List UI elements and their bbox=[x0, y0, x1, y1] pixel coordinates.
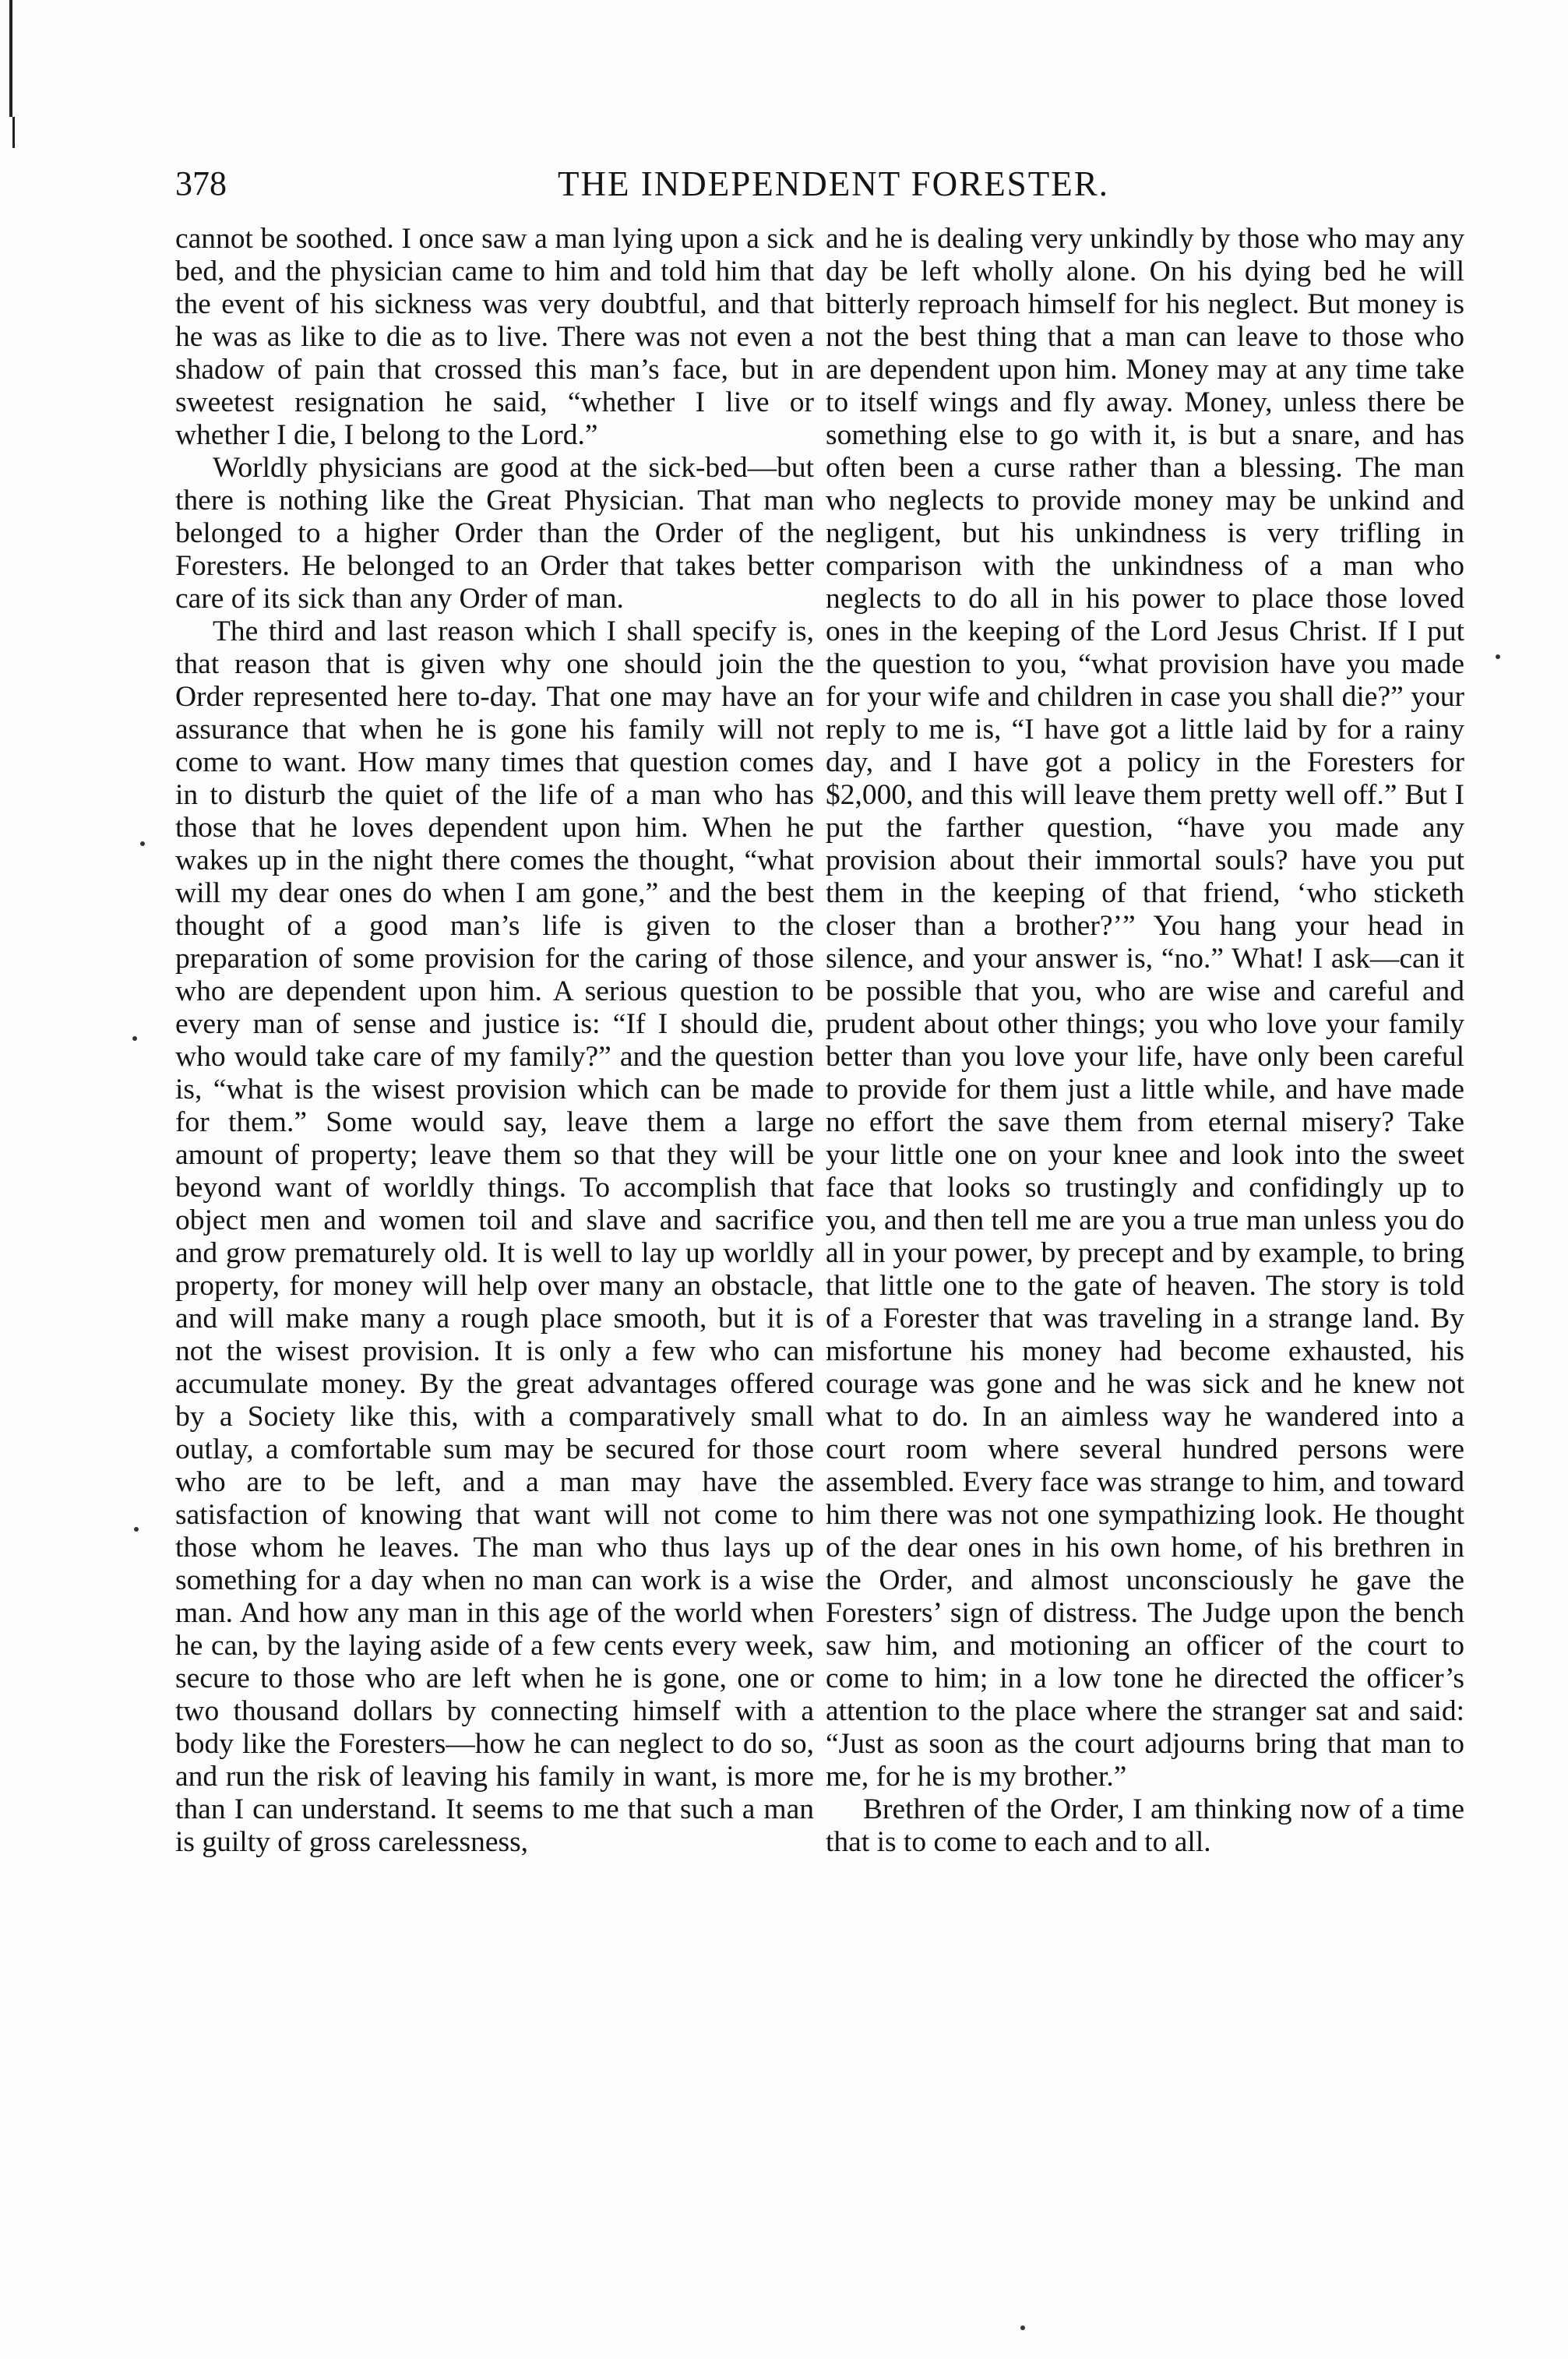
paragraph: The third and last reason which I shall specify is, that reason that is given why one should join the Order represented here to-day. That one may have an assurance that when he is gone his family will not come to want. How many times that question comes in to disturb the quiet of the life of a man who has those that he loves dependent upon him. When he wakes up in the night there comes the thought, “what will my dear ones do when I am gone,” and the best thought of a good man’s life is given to the preparation of some provision for the caring of those who are dependent upon him. A serious question to every man of sense and justice is: “If I should die, who would take care of my family?” and the question is, “what is the wisest provision which can be made for them.” Some would say, leave them a large amount of property; leave them so that they will be beyond want of worldly things. To accomplish that object men and women toil and slave and sacrifice and grow prematurely old. It is well to lay up worldly property, for money will help over many an obstacle, and will make many a rough place smooth, but it is not the wisest provision. It is only a few who can accumulate money. By the great advantages offered by a Society like this, with a comparatively small outlay, a comfortable sum may be secured for those who are to be left, and a man may have the satisfaction of knowing that want will not come to those whom he leaves. The man who thus lays up something for a day when no man can work is a wise man. And how any man in this age of the world when he can, by the laying aside of a few cents every week, secure to those who are left when he is gone, one or two thousand dollars by connecting himself with a body like the Foresters—how he can neglect to do so, and run the risk of leaving his family in want, is more than I can understand. It seems to me that such a man is guilty of gross carelessness, bbox=[175, 615, 814, 1858]
paragraph: Brethren of the Order, I am thinking now of a time that is to come to each and to all. bbox=[826, 1793, 1464, 1858]
paragraph: cannot be soothed. I once saw a man lying upon a sick bed, and the physician came to him and told him that the event of his sickness was very doubtful, and that he was as like to die as to live. There was not even a shadow of pain that crossed this man’s face, but in sweetest resignation he said, “whether I live or whether I die, I belong to the Lord.” bbox=[175, 223, 814, 451]
page-header bbox=[175, 160, 1492, 207]
ink-speck bbox=[140, 841, 145, 846]
ink-speck bbox=[1496, 654, 1500, 659]
left-column bbox=[175, 223, 814, 1859]
scan-edge-mark bbox=[12, 117, 15, 148]
paragraph: and he is dealing very unkindly by those who may any day be left wholly alone. On his dying bed he will bitterly reproach himself for his neglect. But money is not the best thing that a man can leave to those who are dependent upon him. Money may at any time take to itself wings and fly away. Money, unless there be something else to go with it, is but a snare, and has often been a curse rather than a blessing. The man who neglects to provide money may be unkind and negligent, but his unkindness is very trifling in comparison with the unkindness of a man who neglects to do all in his power to place those loved ones in the keeping of the Lord Jesus Christ. If I put the question to you, “what provision have you made for your wife and children in case you shall die?” your reply to me is, “I have got a little laid by for a rainy day, and I have got a policy in the Foresters for $2,000, and this will leave them pretty well off.” But I put the farther question, “have you made any provision about their immortal souls? have you put them in the keeping of that friend, ‘who sticketh closer than a brother?’” You hang your head in silence, and your answer is, “no.” What! I ask—can it be possible that you, who are wise and careful and prudent about other things; you who love your family better than you love your life, have only been careful to provide for them just a little while, and have made no effort the save them from eternal misery? Take your little one on your knee and look into the sweet face that looks so trustingly and confidingly up to you, and then tell me are you a true man unless you do all in your power, by precept and by example, to bring that little one to the gate of heaven. The story is told of a Forester that was traveling in a strange land. By misfortune his money had become exhausted, his courage was gone and he was sick and he knew not what to do. In an aimless way he wandered into a court room where several hundred persons were assembled. Every face was strange to him, and toward him there was not one sympathizing look. He thought of the dear ones in his own home, of his brethren in the Order, and almost unconsciously he gave the Foresters’ sign of distress. The Judge upon the bench saw him, and motioning an officer of the court to come to him; in a low tone he directed the officer’s attention to the place where the stranger sat and said: “Just as soon as the court adjourns bring that man to me, for he is my brother.” bbox=[826, 223, 1464, 1793]
ink-speck bbox=[1020, 2326, 1025, 2330]
running-head: THE INDEPENDENT FORESTER. bbox=[558, 164, 1109, 203]
page-number: 378 bbox=[175, 164, 227, 203]
scan-edge-mark bbox=[9, 0, 12, 117]
right-column bbox=[826, 223, 1464, 1859]
ink-speck bbox=[132, 1036, 137, 1041]
paragraph: Worldly physicians are good at the sick-bed—but there is nothing like the Great Physician. That man belonged to a higher Order than the Order of the Foresters. He belonged to an Order that takes better care of its sick than any Order of man. bbox=[175, 452, 814, 615]
ink-speck bbox=[134, 1527, 139, 1532]
